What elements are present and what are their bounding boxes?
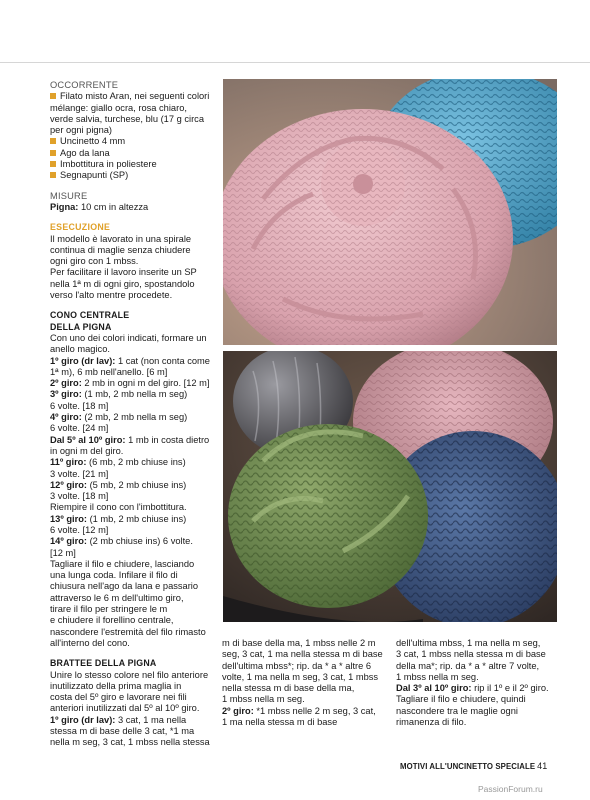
page-number: 41 (537, 761, 548, 771)
text-line: Per facilitare il lavoro inserite un SP (50, 267, 197, 278)
text-line: Con uno dei colori indicati, formare un (50, 332, 207, 343)
text-line: nella m seg, 3 cat, 1 mbss nella stessa (50, 737, 210, 748)
text-line: [12 m] (50, 547, 76, 558)
text-line: ogni giro con 1 mbss. (50, 256, 139, 267)
brattee-title: BRATTEE DELLA PIGNA (50, 658, 157, 669)
photo-three-pinecones (223, 351, 557, 622)
supply-item: Segnapunti (SP) (50, 170, 222, 181)
text-line: 2º giro: 2 mb in ogni m del giro. [12 m] (50, 378, 210, 389)
text-line: 2º giro: *1 mbss nelle 2 m seg, 3 cat, (222, 705, 376, 716)
column-right (396, 638, 558, 728)
text-line: 4º giro: (2 mb, 2 mb nella m seg) (50, 412, 188, 423)
intro-line: verde salvia, turchese, blu (17 g circa (50, 113, 204, 124)
text-line: e chiudere il forellino centrale, (50, 615, 174, 626)
occorrente-title: OCCORRENTE (50, 80, 119, 90)
text-line: 3º giro: (1 mb, 2 mb nella m seg) (50, 389, 188, 400)
brattee-end (396, 638, 558, 728)
intro-line: mélange: giallo ocra, rosa chiaro, (50, 102, 187, 113)
text-line: Unire lo stesso colore nel filo anteriore (50, 669, 209, 680)
text-line: chiusura nell'ago da lana e passario (50, 581, 199, 592)
misure-line: Pigna: 10 cm in altezza (50, 201, 149, 212)
column-middle (222, 638, 390, 728)
text-line: Riempire il cono con l'imbottitura. (50, 502, 187, 513)
cono-instructions (50, 333, 222, 649)
text-line: continua di maglie senza chiudere (50, 244, 191, 255)
text-line: all'interno del cono. (50, 637, 130, 648)
bullet-square-icon (50, 150, 56, 156)
supply-item: Imbottitura in poliestere (50, 159, 222, 170)
text-line: 1 mbss nella m seg. (396, 671, 479, 682)
intro-line: per ogni pigna) (50, 125, 113, 136)
text-line: 11º giro: (6 mb, 2 mb chiuse ins) (50, 457, 186, 468)
magazine-title: MOTIVI ALL'UNCINETTO SPECIALE (400, 762, 536, 771)
text-line: Tagliare il filo e chiudere, quindi (396, 694, 526, 705)
text-line: verso l'alto mentre procedete. (50, 290, 173, 301)
text-line: una lunga coda. Infilare il filo di (50, 570, 178, 581)
brattee-continued (222, 638, 390, 728)
cono-subtitle: DELLA PIGNA (50, 321, 112, 332)
text-line: 3 volte. [21 m] (50, 468, 109, 479)
supply-item: Ago da lana (50, 148, 222, 159)
watermark: PassionForum.ru (478, 784, 543, 794)
text-line: 14º giro: (2 mb chiuse ins) 6 volte. (50, 536, 193, 547)
text-line: anteriori inutilizzati dal 5º al 10º giro. (50, 703, 200, 714)
text-line: Il modello è lavorato in una spirale (50, 233, 192, 244)
text-line: anello magico. (50, 344, 110, 355)
pink-pinecone-image (223, 79, 557, 345)
text-line: stessa m di base delle 3 cat, *1 ma (50, 726, 195, 737)
text-line: nascondere tra le maglie ogni (396, 705, 518, 716)
text-line: 1º giro (dr lav): 1 cat (non conta come (50, 355, 210, 366)
supply-item: Uncinetto 4 mm (50, 136, 222, 147)
text-line: nella stessa m di base della ma, (222, 683, 355, 694)
text-line: 6 volte. [18 m] (50, 400, 109, 411)
text-line: volte, 1 ma nella m seg, 3 cat, 1 mbss (222, 671, 379, 682)
text-line: nella 1ª m di ogni giro, spostandolo (50, 278, 195, 289)
text-line: 1 mbss nella m seg. (222, 694, 305, 705)
text-line: 13º giro: (1 mb, 2 mb chiuse ins) (50, 513, 187, 524)
text-line: seg, 3 cat, 1 ma nella stessa m di base (222, 649, 383, 660)
text-line: 1 ma nella stessa m di base (222, 717, 338, 728)
text-line: dell'ultima mbss, 1 ma nella m seg, (396, 638, 541, 648)
text-line: della ma*; rip. da * a * altre 7 volte, (396, 660, 540, 671)
text-line: 1º giro (dr lav): 3 cat, 1 ma nella (50, 714, 187, 725)
text-line: 1ª m), 6 mb nell'anello. [6 m] (50, 366, 168, 377)
text-line: 3 volte. [18 m] (50, 491, 109, 502)
text-line: in ogni m del giro. (50, 445, 124, 456)
text-line: inutilizzato della prima maglia in (50, 680, 182, 691)
column-left (50, 80, 222, 749)
text-line: Tagliare il filo e chiudere, lasciando (50, 558, 195, 569)
intro-line: Filato misto Aran, nei seguenti colori (60, 91, 210, 102)
page-footer (400, 761, 547, 771)
misure-title: MISURE (50, 190, 88, 201)
text-line: 3 cat, 1 mbss nella stessa m di base (396, 649, 546, 660)
text-line: rimanenza di filo. (396, 717, 467, 728)
bullet-square-icon (50, 161, 56, 167)
text-line: Dal 3º al 10º giro: rip il 1º e il 2º giro. (396, 683, 549, 694)
bullet-square-icon (50, 93, 56, 99)
bullet-square-icon (50, 138, 56, 144)
text-line: dell'ultima mbss*; rip. da * a * altre 6 (222, 660, 372, 671)
text-line: tirare il filo per stringere le m (50, 604, 168, 615)
text-line: attraverso le 6 m dell'ultimo giro, (50, 592, 184, 603)
esecuzione-title: ESECUZIONE (50, 222, 111, 233)
text-line: m di base della ma, 1 mbss nelle 2 m (222, 638, 376, 648)
text-line: 6 volte. [24 m] (50, 423, 109, 434)
three-pinecones-image (223, 351, 557, 622)
text-line: 12º giro: (5 mb, 2 mb chiuse ins) (50, 479, 187, 490)
cono-title: CONO CENTRALE (50, 310, 130, 321)
esecuzione-text (50, 234, 222, 302)
brattee-instructions (50, 670, 222, 749)
header-rule (0, 62, 590, 63)
bullet-square-icon (50, 172, 56, 178)
photo-pink-pinecone (223, 79, 557, 345)
text-line: nascondere l'estremità del filo rimasto (50, 626, 206, 637)
text-line: 6 volte. [12 m] (50, 524, 109, 535)
text-line: Dal 5º al 10º giro: 1 mb in costa dietro (50, 434, 210, 445)
occorrente-intro (50, 91, 222, 102)
text-line: costa del 5º giro e lavorare nei fili (50, 692, 187, 703)
